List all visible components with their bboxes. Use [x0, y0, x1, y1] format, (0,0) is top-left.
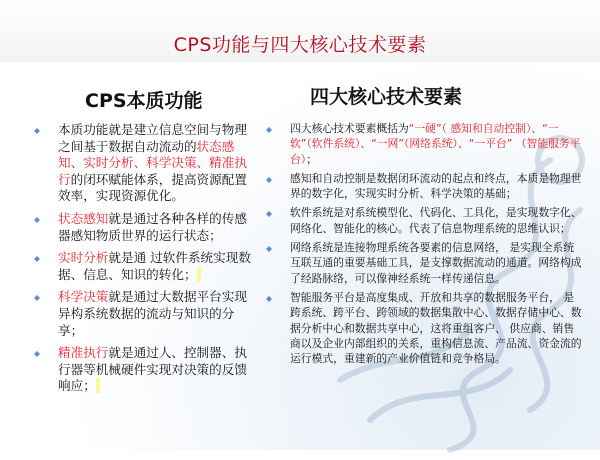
diamond-bullet-icon [266, 177, 272, 183]
left-column [30, 122, 252, 401]
text-highlight-mark [197, 267, 201, 282]
item-text: 就是通 过软件系统实现数据、信息、知识的转化； [58, 250, 251, 282]
item-text: 四大核心技术要素概括为 [290, 122, 409, 135]
item-text: 感知和自动控制是数据闭环流动的起点和终点，本质是物理世界的数字化，实现实时分析、科学决策的基础； [290, 171, 582, 201]
diamond-bullet-icon [34, 351, 40, 357]
left-column-heading: CPS本质功能 [85, 90, 203, 112]
item-text: 智能服务平台是高度集成、开放和共享的数据服务平台， 是跨系统、跨平台、跨领域的数据集散中心、数据存储中心、数据分析中心和数据共享中心，这将重组客户、 供应商、销售商以及企业内部组织的关系，重构信息流、产品流、资金流的运行模式，重建新的产业价值链和竞争格局。 [290, 290, 582, 366]
highlight-text: 状态感知、实时分析、科学决策、精准执行 [58, 138, 247, 187]
list-item [262, 121, 582, 167]
item-text: ； [306, 152, 317, 166]
diamond-bullet-icon [266, 211, 272, 217]
item-text: 网络系统是连接物理系统各要素的信息网络， 是实现全系统互联互通的重要基础工具，是支撑数据流动的通道。网络构成了经路脉络，可以像神经系统一样传递信息。 [290, 241, 582, 285]
highlight-text: 精准执行 [58, 345, 109, 361]
list-item [262, 205, 582, 236]
diamond-bullet-icon [34, 128, 40, 134]
list-item [30, 289, 252, 339]
item-text: 就是通过大数据平台实现异构系统数据的流动与知识的分享； [58, 289, 247, 338]
diamond-bullet-icon [266, 246, 272, 252]
diamond-bullet-icon [266, 127, 272, 133]
slide-title: CPS功能与四大核心技术要素 [173, 34, 427, 56]
diamond-bullet-icon [34, 256, 40, 262]
right-column-heading: 四大核心技术要素 [310, 86, 463, 108]
item-text: 软件系统是对系统模型化、代码化、工具化，是实现数字化、网络化、智能化的核心。代表了信息物理系统的思维认识； [290, 206, 582, 235]
right-column [262, 121, 582, 370]
list-item [262, 240, 582, 286]
diamond-bullet-icon [34, 295, 40, 301]
highlight-text: “一硬”（ 感知和自动控制）、“一软”（软件系统）、“一网”（网络系统）、“一平台” （智能服务平台） [290, 122, 581, 166]
diamond-bullet-icon [266, 296, 272, 302]
list-item [30, 211, 252, 244]
diamond-bullet-icon [34, 217, 40, 223]
item-text: 就是通过人、控制器、执行器等机械硬件实现对决策的反馈响应； [58, 345, 247, 394]
text-highlight-mark [96, 378, 100, 393]
item-text: 就是通过各种各样的传感器感知物质世界的运行状态； [58, 210, 247, 243]
item-text: 的闭环赋能体系，提高资源配置效率，实现资源优化。 [58, 171, 247, 204]
highlight-text: 实时分析 [58, 250, 109, 266]
highlight-text: 科学决策 [58, 289, 109, 305]
highlight-text: 状态感知 [58, 210, 109, 226]
list-item [30, 122, 252, 205]
list-item [30, 250, 252, 283]
list-item [30, 345, 252, 395]
item-text: 本质功能就是建立信息空间与物理之间基于数据自动流动的 [58, 122, 247, 154]
list-item [262, 171, 582, 202]
list-item [262, 290, 582, 366]
